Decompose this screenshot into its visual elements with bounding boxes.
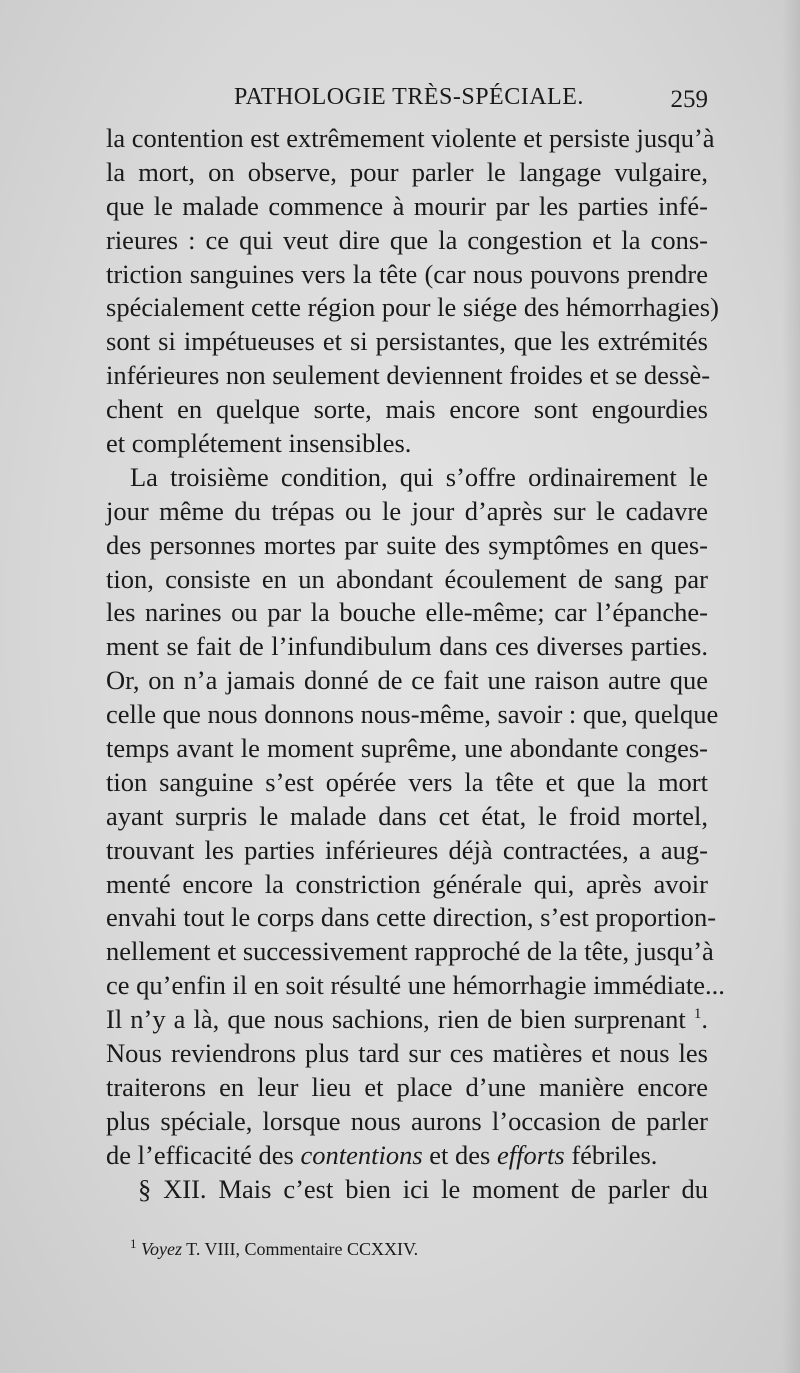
paragraph-start-line: La troisième condition, qui s’offre ordinairement le <box>130 461 708 492</box>
footnote <box>130 1236 418 1260</box>
text-line: plus spéciale, lorsque nous aurons l’occasion de parler <box>106 1105 708 1136</box>
footnote-reference-period: . <box>701 1004 709 1035</box>
text-line: triction sanguines vers la tête (car nous pouvons prendre <box>106 258 708 289</box>
text-line: ce qu’enfin il en soit résulté une hémorrhagie immédiate... <box>106 970 725 1001</box>
text-line: et complétement insensibles. <box>106 428 412 459</box>
text-line: envahi tout le corps dans cette direction, s’est proportion- <box>106 902 717 933</box>
text-line: trouvant les parties inférieures déjà contractées, a aug- <box>106 834 708 865</box>
text-line: rieures : ce qui veut dire que la congestion et la cons- <box>106 224 708 255</box>
italic-term-efforts: efforts <box>496 1139 565 1170</box>
text-line: sont si impétueuses et si persistantes, que les extrémités <box>106 326 708 357</box>
text-line: Nous reviendrons plus tard sur ces matières et nous les <box>106 1038 708 1069</box>
text-line: tion, consiste en un abondant écoulement de sang par <box>106 563 708 594</box>
section-heading-line: § XII. Mais c’est bien ici le moment de parler du <box>138 1173 708 1204</box>
text-line: chent en quelque sorte, mais encore sont engourdies <box>106 394 708 425</box>
italic-term-contentions: contentions <box>300 1139 423 1170</box>
text-line-segment: Il n’y a là, que nous sachions, rien de bien surprenant <box>106 1004 686 1035</box>
text-line: spécialement cette région pour le siége des hémorrhagies) <box>106 292 719 323</box>
text-line: que le malade commence à mourir par les parties infé- <box>106 190 708 221</box>
text-line-with-italics <box>106 1139 708 1173</box>
text-segment: fébriles. <box>564 1139 658 1170</box>
body-text <box>106 122 725 1207</box>
text-line: les narines ou par la bouche elle-même; car l’épanche- <box>106 597 708 628</box>
text-line-with-footnote-ref <box>106 1003 708 1037</box>
page-edge-shadow <box>782 0 800 1373</box>
text-line: la contention est extrêmement violente et persiste jusqu’à <box>106 123 715 153</box>
text-line: des personnes mortes par suite des symptômes en ques- <box>106 529 708 560</box>
footnote-marker: 1 <box>130 1236 137 1251</box>
page-number: 259 <box>670 86 708 113</box>
text-line: la mort, on observe, pour parler le langage vulgaire, <box>106 156 708 187</box>
text-line: nellement et successivement rapproché de la tête, jusqu’à <box>106 936 714 967</box>
text-line: traiterons en leur lieu et place d’une manière encore <box>106 1071 708 1102</box>
text-line: Or, on n’a jamais donné de ce fait une raison autre que <box>106 665 708 696</box>
text-line: tion sanguine s’est opérée vers la tête et que la mort <box>106 766 708 797</box>
footnote-reference: 1 <box>693 1006 702 1023</box>
text-line: menté encore la constriction générale qui, après avoir <box>106 868 708 899</box>
text-line: ment se fait de l’infundibulum dans ces diverses parties. <box>106 631 708 662</box>
running-title: PATHOLOGIE TRÈS-SPÉCIALE. <box>234 84 584 110</box>
text-segment: et des <box>422 1139 497 1170</box>
text-segment: de l’efficacité des <box>106 1139 301 1170</box>
footnote-voyez: Voyez <box>141 1239 182 1259</box>
text-line: inférieures non seulement deviennent froides et se dessè- <box>106 360 711 391</box>
text-line: celle que nous donnons nous-même, savoir : que, quelque <box>106 699 719 730</box>
page-header <box>106 84 708 118</box>
text-line: jour même du trépas ou le jour d’après sur le cadavre <box>106 495 708 526</box>
text-line: temps avant le moment suprême, une abondante conges- <box>106 733 708 764</box>
footnote-text: T. VIII, Commentaire CCXXIV. <box>181 1239 419 1259</box>
text-line: ayant surpris le malade dans cet état, le froid mortel, <box>106 800 708 831</box>
